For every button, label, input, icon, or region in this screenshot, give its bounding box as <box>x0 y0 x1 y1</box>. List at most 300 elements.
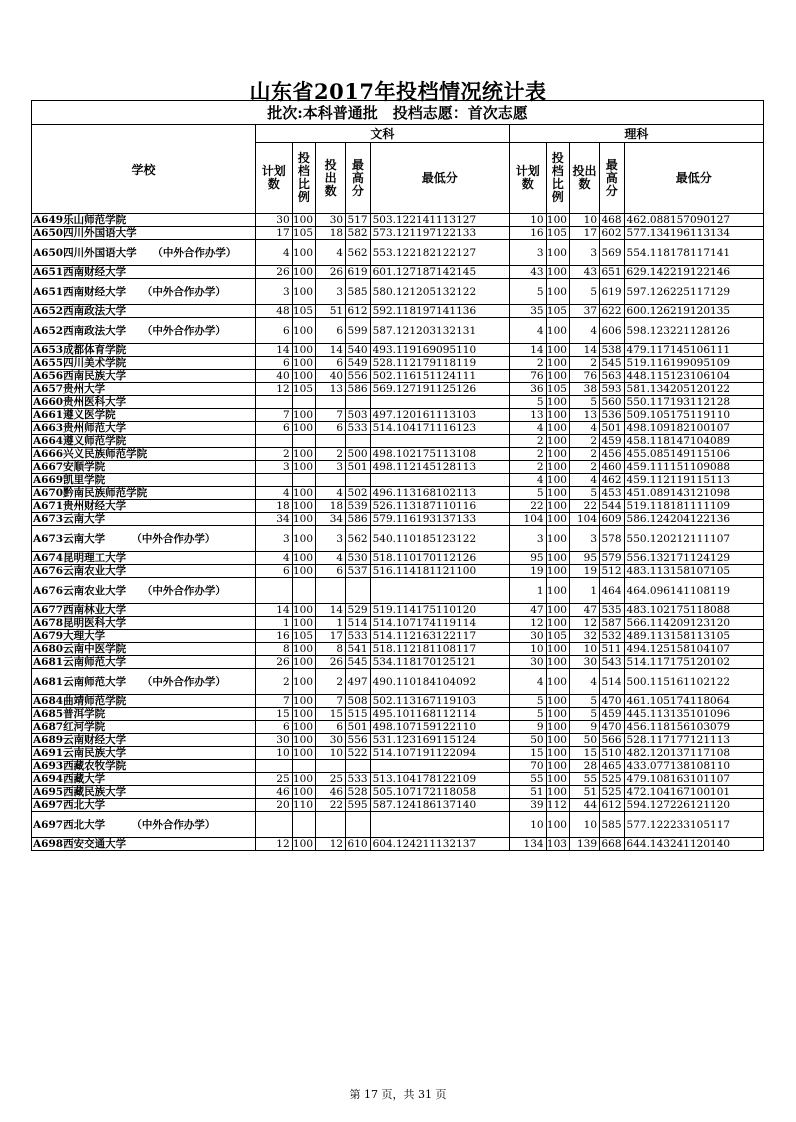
li-min-cell: 462.088157090127 <box>624 214 763 227</box>
li-plan-cell: 15 <box>509 747 546 760</box>
wen-out-cell: 30 <box>316 214 346 227</box>
li-max-cell: 602 <box>600 227 625 240</box>
li-min-cell: 464.096141108119 <box>624 578 763 604</box>
school-name-cell: A650四川外国语大学 （中外合作办学） <box>32 240 256 266</box>
wen-min-cell: 496.113168102113 <box>370 487 509 500</box>
li-out-cell: 95 <box>569 552 599 565</box>
li-plan-cell: 76 <box>509 370 546 383</box>
li-max-cell: 579 <box>600 552 625 565</box>
wen-ratio-cell: 100 <box>292 604 315 617</box>
table-row <box>32 734 764 747</box>
wen-min-cell: 498.102175113108 <box>370 448 509 461</box>
li-out-cell: 3 <box>569 526 599 552</box>
school-name-cell: A663贵州师范大学 <box>32 422 256 435</box>
li-plan-cell: 51 <box>509 786 546 799</box>
school-name-cell: A653成都体育学院 <box>32 344 256 357</box>
wen-max-cell: 503 <box>346 409 371 422</box>
li-max-cell: 593 <box>600 383 625 396</box>
li-ratio-cell: 100 <box>546 760 569 773</box>
li-out-cell: 4 <box>569 669 599 695</box>
wen-min-cell: 493.119169095110 <box>370 344 509 357</box>
li-ratio-cell: 100 <box>546 422 569 435</box>
wen-ratio-cell: 100 <box>292 357 315 370</box>
li-max-label: 最高分 <box>605 157 618 198</box>
table-row <box>32 318 764 344</box>
li-max-cell: 470 <box>600 695 625 708</box>
wen-max-cell: 599 <box>346 318 371 344</box>
li-min-cell: 483.113158107105 <box>624 565 763 578</box>
wen-max-cell: 528 <box>346 786 371 799</box>
li-out-label: 投出数 <box>572 164 597 191</box>
wen-max-cell: 545 <box>346 656 371 669</box>
wen-ratio-header <box>292 143 315 214</box>
li-plan-cell: 12 <box>509 617 546 630</box>
table-row <box>32 435 764 448</box>
wen-plan-cell: 6 <box>255 422 292 435</box>
wen-max-cell: 501 <box>346 461 371 474</box>
li-out-cell: 1 <box>569 578 599 604</box>
li-out-cell: 9 <box>569 721 599 734</box>
wen-min-cell: 587.121203132131 <box>370 318 509 344</box>
li-ratio-cell: 100 <box>546 409 569 422</box>
li-out-cell: 30 <box>569 656 599 669</box>
li-min-cell: 519.118181111109 <box>624 500 763 513</box>
school-name-cell: A656西南民族大学 <box>32 370 256 383</box>
li-min-cell: 455.085149115106 <box>624 448 763 461</box>
li-plan-label: 计划数 <box>515 164 540 191</box>
wen-out-cell <box>316 812 346 838</box>
li-out-cell: 13 <box>569 409 599 422</box>
li-ratio-cell: 100 <box>546 266 569 279</box>
table-row <box>32 214 764 227</box>
li-min-cell: 458.118147104089 <box>624 435 763 448</box>
li-plan-cell: 10 <box>509 214 546 227</box>
li-plan-cell: 36 <box>509 383 546 396</box>
wen-ratio-cell: 100 <box>292 708 315 721</box>
li-ratio-cell: 100 <box>546 526 569 552</box>
li-min-cell: 594.127226121120 <box>624 799 763 812</box>
wen-plan-cell: 3 <box>255 461 292 474</box>
li-ratio-cell: 100 <box>546 370 569 383</box>
li-max-cell: 464 <box>600 578 625 604</box>
wen-plan-cell: 4 <box>255 240 292 266</box>
wen-ratio-cell: 100 <box>292 786 315 799</box>
school-name-cell: A685普洱学院 <box>32 708 256 721</box>
wen-min-cell: 495.101168112114 <box>370 708 509 721</box>
li-plan-cell: 2 <box>509 435 546 448</box>
wen-plan-cell: 6 <box>255 318 292 344</box>
wen-plan-cell: 12 <box>255 383 292 396</box>
table-row <box>32 344 764 357</box>
wen-min-cell: 498.107159122110 <box>370 721 509 734</box>
li-min-cell: 550.120212111107 <box>624 526 763 552</box>
wen-plan-cell: 3 <box>255 279 292 305</box>
wen-plan-cell: 18 <box>255 500 292 513</box>
li-max-header <box>600 143 625 214</box>
wen-min-cell: 498.112145128113 <box>370 461 509 474</box>
li-max-cell: 460 <box>600 461 625 474</box>
wen-ratio-cell: 100 <box>292 461 315 474</box>
table-row <box>32 422 764 435</box>
table-row <box>32 630 764 643</box>
wen-plan-cell: 2 <box>255 669 292 695</box>
li-ratio-cell: 100 <box>546 240 569 266</box>
wen-min-cell: 516.114181121100 <box>370 565 509 578</box>
admission-table <box>31 100 764 851</box>
li-out-cell: 2 <box>569 461 599 474</box>
wen-min-header: 最低分 <box>370 143 509 214</box>
wen-min-cell: 540.110185123122 <box>370 526 509 552</box>
wen-out-cell: 7 <box>316 695 346 708</box>
li-out-cell: 2 <box>569 357 599 370</box>
page-footer: 第 17 页，共 31 页 <box>349 1088 447 1101</box>
wen-out-cell: 13 <box>316 383 346 396</box>
li-max-cell: 514 <box>600 669 625 695</box>
wen-max-cell: 500 <box>346 448 371 461</box>
wen-plan-cell: 34 <box>255 513 292 526</box>
li-max-cell: 668 <box>600 838 625 851</box>
wen-ratio-cell: 100 <box>292 279 315 305</box>
li-out-cell: 76 <box>569 370 599 383</box>
wen-ratio-cell: 100 <box>292 747 315 760</box>
wen-min-cell: 579.116193137133 <box>370 513 509 526</box>
li-plan-cell: 13 <box>509 409 546 422</box>
li-ratio-header <box>546 143 569 214</box>
school-name-cell: A664遵义师范学院 <box>32 435 256 448</box>
wen-out-cell: 2 <box>316 448 346 461</box>
li-min-cell: 597.126225117129 <box>624 279 763 305</box>
li-plan-cell: 10 <box>509 643 546 656</box>
school-name-cell: A681云南师范大学 <box>32 656 256 669</box>
wen-ratio-cell: 100 <box>292 526 315 552</box>
li-ratio-cell: 100 <box>546 669 569 695</box>
wen-max-cell: 612 <box>346 305 371 318</box>
wen-min-cell: 580.121205132122 <box>370 279 509 305</box>
li-ratio-cell: 100 <box>546 435 569 448</box>
li-ratio-cell: 103 <box>546 838 569 851</box>
wen-max-cell: 556 <box>346 370 371 383</box>
wen-ratio-label: 投档比例 <box>297 151 310 204</box>
li-out-cell: 5 <box>569 487 599 500</box>
li-max-cell: 545 <box>600 357 625 370</box>
li-min-cell: 556.132171124129 <box>624 552 763 565</box>
table-row <box>32 370 764 383</box>
wen-out-cell: 4 <box>316 552 346 565</box>
table-row <box>32 643 764 656</box>
wen-max-cell: 501 <box>346 721 371 734</box>
li-min-cell: 577.122233105117 <box>624 812 763 838</box>
li-plan-cell: 30 <box>509 630 546 643</box>
li-min-cell: 514.117175120102 <box>624 656 763 669</box>
school-name-cell: A676云南农业大学 （中外合作办学） <box>32 578 256 604</box>
li-min-cell: 586.124204122136 <box>624 513 763 526</box>
wen-ratio-cell: 100 <box>292 409 315 422</box>
wen-out-cell: 26 <box>316 656 346 669</box>
wen-ratio-cell: 100 <box>292 617 315 630</box>
wen-out-cell: 40 <box>316 370 346 383</box>
wen-min-cell <box>370 812 509 838</box>
li-ratio-cell: 100 <box>546 604 569 617</box>
wen-min-cell: 505.107172118058 <box>370 786 509 799</box>
wen-ratio-cell: 100 <box>292 422 315 435</box>
school-name-cell: A671贵州财经大学 <box>32 500 256 513</box>
wen-plan-cell: 46 <box>255 786 292 799</box>
li-min-cell: 528.117177121113 <box>624 734 763 747</box>
wen-plan-cell <box>255 396 292 409</box>
li-ratio-cell: 100 <box>546 786 569 799</box>
table-row <box>32 461 764 474</box>
wen-min-cell: 519.114175110120 <box>370 604 509 617</box>
li-plan-cell: 2 <box>509 357 546 370</box>
li-min-cell: 482.120137117108 <box>624 747 763 760</box>
li-max-cell: 587 <box>600 617 625 630</box>
wen-group-header: 文科 <box>255 125 509 143</box>
li-max-cell: 585 <box>600 812 625 838</box>
li-max-cell: 544 <box>600 500 625 513</box>
li-ratio-cell: 105 <box>546 227 569 240</box>
wen-ratio-cell: 105 <box>292 227 315 240</box>
wen-out-cell <box>316 760 346 773</box>
wen-out-cell: 6 <box>316 721 346 734</box>
wen-ratio-cell: 100 <box>292 214 315 227</box>
wen-out-cell: 26 <box>316 266 346 279</box>
li-min-cell: 644.143241120140 <box>624 838 763 851</box>
school-name-cell: A680云南中医学院 <box>32 643 256 656</box>
li-out-cell: 104 <box>569 513 599 526</box>
li-plan-cell: 5 <box>509 487 546 500</box>
li-min-cell: 445.113135101096 <box>624 708 763 721</box>
wen-ratio-cell: 100 <box>292 565 315 578</box>
table-row <box>32 279 764 305</box>
li-plan-cell: 2 <box>509 448 546 461</box>
wen-ratio-cell: 100 <box>292 773 315 786</box>
li-out-cell: 37 <box>569 305 599 318</box>
wen-min-cell: 514.107174119114 <box>370 617 509 630</box>
wen-out-cell <box>316 578 346 604</box>
school-name-cell: A670黔南民族师范学院 <box>32 487 256 500</box>
li-min-cell: 472.104167100101 <box>624 786 763 799</box>
wen-plan-cell: 48 <box>255 305 292 318</box>
school-name-cell: A655四川美术学院 <box>32 357 256 370</box>
wen-min-cell <box>370 435 509 448</box>
li-max-cell: 606 <box>600 318 625 344</box>
wen-out-cell: 17 <box>316 630 346 643</box>
school-name-cell: A684曲靖师范学院 <box>32 695 256 708</box>
li-ratio-cell: 100 <box>546 448 569 461</box>
wen-max-cell: 515 <box>346 708 371 721</box>
table-row <box>32 240 764 266</box>
li-out-cell: 28 <box>569 760 599 773</box>
li-out-cell: 10 <box>569 643 599 656</box>
li-ratio-cell: 100 <box>546 357 569 370</box>
wen-out-cell: 1 <box>316 617 346 630</box>
li-plan-cell: 3 <box>509 240 546 266</box>
wen-min-cell: 569.127191125126 <box>370 383 509 396</box>
wen-plan-cell: 14 <box>255 604 292 617</box>
wen-out-cell <box>316 435 346 448</box>
li-ratio-cell: 100 <box>546 552 569 565</box>
wen-max-cell: 585 <box>346 279 371 305</box>
wen-out-cell: 2 <box>316 669 346 695</box>
li-plan-header <box>509 143 546 214</box>
li-plan-cell: 95 <box>509 552 546 565</box>
wen-min-cell: 497.120161113103 <box>370 409 509 422</box>
li-out-cell: 4 <box>569 318 599 344</box>
wen-max-header <box>346 143 371 214</box>
wen-plan-cell: 26 <box>255 266 292 279</box>
wen-out-cell: 46 <box>316 786 346 799</box>
wen-ratio-cell: 100 <box>292 643 315 656</box>
table-row <box>32 513 764 526</box>
li-max-cell: 535 <box>600 604 625 617</box>
li-max-cell: 462 <box>600 474 625 487</box>
wen-out-cell: 3 <box>316 461 346 474</box>
li-plan-cell: 4 <box>509 318 546 344</box>
wen-ratio-cell: 100 <box>292 370 315 383</box>
li-out-cell: 5 <box>569 396 599 409</box>
li-ratio-cell: 100 <box>546 396 569 409</box>
li-min-cell: 459.112119115113 <box>624 474 763 487</box>
wen-out-cell: 6 <box>316 318 346 344</box>
li-ratio-cell: 100 <box>546 812 569 838</box>
li-min-cell: 483.102175118088 <box>624 604 763 617</box>
wen-out-cell: 34 <box>316 513 346 526</box>
li-min-header: 最低分 <box>624 143 763 214</box>
wen-out-cell: 22 <box>316 799 346 812</box>
wen-max-cell: 514 <box>346 617 371 630</box>
wen-max-cell: 533 <box>346 630 371 643</box>
wen-min-cell: 513.104178122109 <box>370 773 509 786</box>
li-out-cell: 10 <box>569 214 599 227</box>
li-max-cell: 560 <box>600 396 625 409</box>
wen-min-cell: 604.124211132137 <box>370 838 509 851</box>
wen-max-cell <box>346 396 371 409</box>
wen-max-cell: 517 <box>346 214 371 227</box>
wen-max-cell: 539 <box>346 500 371 513</box>
wen-max-cell: 610 <box>346 838 371 851</box>
wen-min-cell: 518.112181108117 <box>370 643 509 656</box>
li-min-cell: 519.116199095109 <box>624 357 763 370</box>
wen-min-cell: 503.122141113127 <box>370 214 509 227</box>
li-plan-cell: 43 <box>509 266 546 279</box>
wen-ratio-cell <box>292 435 315 448</box>
li-plan-cell: 134 <box>509 838 546 851</box>
wen-out-cell: 51 <box>316 305 346 318</box>
table-row <box>32 487 764 500</box>
wen-plan-cell: 25 <box>255 773 292 786</box>
wen-max-cell <box>346 435 371 448</box>
li-plan-cell: 5 <box>509 695 546 708</box>
li-out-cell: 19 <box>569 565 599 578</box>
li-max-cell: 566 <box>600 734 625 747</box>
school-name-cell: A649乐山师范学院 <box>32 214 256 227</box>
wen-max-cell: 537 <box>346 565 371 578</box>
wen-ratio-cell: 105 <box>292 383 315 396</box>
li-out-header <box>569 143 599 214</box>
li-ratio-cell: 100 <box>546 318 569 344</box>
table-row <box>32 799 764 812</box>
li-plan-cell: 5 <box>509 708 546 721</box>
li-out-cell: 3 <box>569 240 599 266</box>
wen-max-cell: 540 <box>346 344 371 357</box>
wen-ratio-cell: 100 <box>292 669 315 695</box>
table-row <box>32 838 764 851</box>
li-ratio-cell: 100 <box>546 565 569 578</box>
li-max-cell: 525 <box>600 786 625 799</box>
li-max-cell: 543 <box>600 656 625 669</box>
wen-min-cell: 518.110170112126 <box>370 552 509 565</box>
wen-plan-cell: 6 <box>255 721 292 734</box>
wen-plan-cell: 30 <box>255 734 292 747</box>
table-row <box>32 357 764 370</box>
wen-min-cell <box>370 474 509 487</box>
wen-min-cell: 528.112179118119 <box>370 357 509 370</box>
wen-ratio-cell: 100 <box>292 695 315 708</box>
li-ratio-cell: 100 <box>546 773 569 786</box>
school-name-cell: A689云南财经大学 <box>32 734 256 747</box>
table-row <box>32 409 764 422</box>
li-max-cell: 468 <box>600 214 625 227</box>
wen-ratio-cell: 100 <box>292 552 315 565</box>
wen-ratio-cell <box>292 578 315 604</box>
wen-plan-cell: 3 <box>255 526 292 552</box>
school-name-cell: A660贵州医科大学 <box>32 396 256 409</box>
wen-ratio-cell: 100 <box>292 344 315 357</box>
page-title: 山东省2017年投档情况统计表 <box>249 79 547 104</box>
wen-ratio-cell: 110 <box>292 799 315 812</box>
table-row <box>32 656 764 669</box>
table-row <box>32 448 764 461</box>
wen-out-cell: 18 <box>316 500 346 513</box>
wen-ratio-cell: 100 <box>292 318 315 344</box>
wen-plan-cell <box>255 435 292 448</box>
wen-ratio-cell <box>292 396 315 409</box>
school-name-cell: A676云南农业大学 <box>32 565 256 578</box>
school-name-cell: A674昆明理工大学 <box>32 552 256 565</box>
school-name-cell: A651西南财经大学 （中外合作办学） <box>32 279 256 305</box>
wen-plan-cell: 26 <box>255 656 292 669</box>
li-out-cell: 139 <box>569 838 599 851</box>
li-out-cell: 12 <box>569 617 599 630</box>
wen-min-cell: 573.121197122133 <box>370 227 509 240</box>
li-max-cell: 612 <box>600 799 625 812</box>
school-name-cell: A694西藏大学 <box>32 773 256 786</box>
wen-out-cell: 4 <box>316 487 346 500</box>
li-ratio-cell: 100 <box>546 617 569 630</box>
wen-ratio-cell: 100 <box>292 500 315 513</box>
wen-min-cell: 502.116151124111 <box>370 370 509 383</box>
wen-min-cell: 601.127187142145 <box>370 266 509 279</box>
wen-out-cell: 6 <box>316 357 346 370</box>
wen-ratio-cell: 100 <box>292 721 315 734</box>
li-plan-cell: 4 <box>509 474 546 487</box>
li-plan-cell: 5 <box>509 279 546 305</box>
wen-ratio-cell: 100 <box>292 487 315 500</box>
table-row <box>32 565 764 578</box>
wen-max-cell: 562 <box>346 240 371 266</box>
wen-plan-cell: 6 <box>255 565 292 578</box>
li-out-cell: 32 <box>569 630 599 643</box>
li-max-cell: 456 <box>600 448 625 461</box>
li-min-cell: 456.118156103079 <box>624 721 763 734</box>
li-plan-cell: 104 <box>509 513 546 526</box>
wen-max-cell: 529 <box>346 604 371 617</box>
wen-plan-cell <box>255 812 292 838</box>
table-row <box>32 617 764 630</box>
wen-max-cell: 497 <box>346 669 371 695</box>
wen-max-cell <box>346 474 371 487</box>
li-out-cell: 2 <box>569 448 599 461</box>
